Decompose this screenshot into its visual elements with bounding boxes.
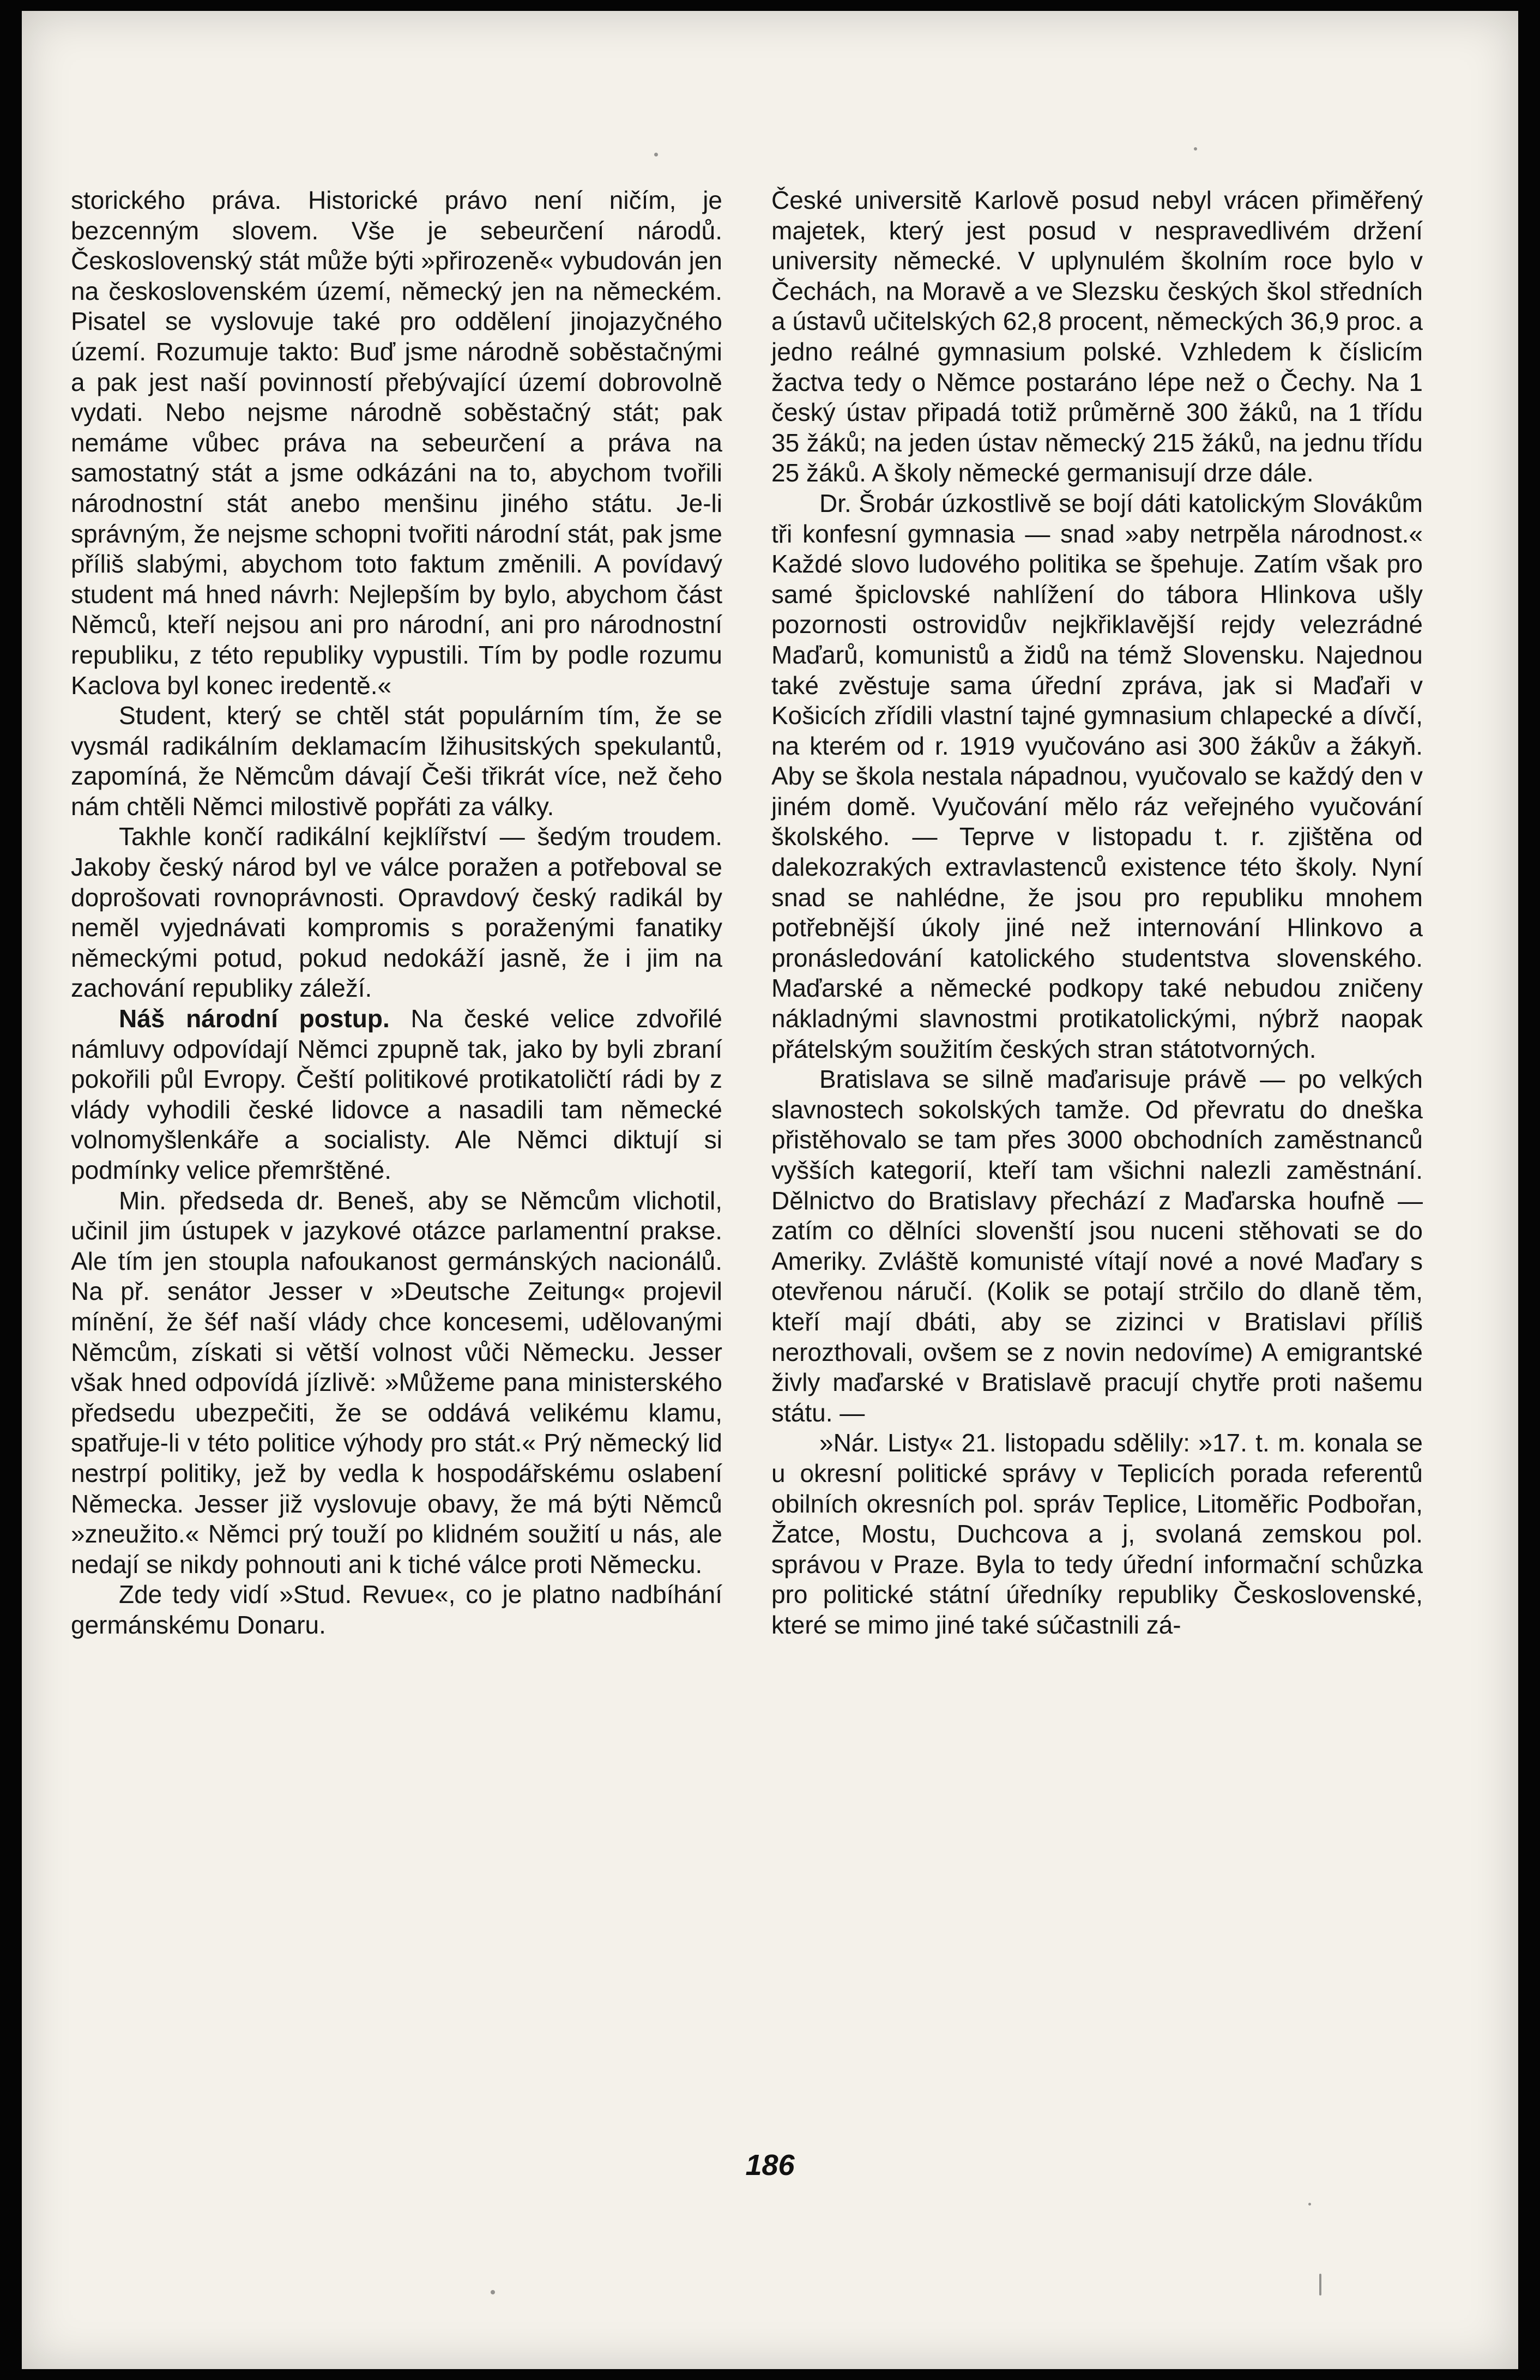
print-speck — [1308, 2203, 1311, 2206]
print-speck — [1194, 147, 1197, 150]
right-column — [771, 185, 1423, 1641]
paragraph: České universitě Karlově posud nebyl vrácen přiměřený majetek, který jest posud v nespravedlivém držení university německé. V uplynulém školním roce bylo v Čechách, na Moravě a ve Slezsku českých škol středních a ústavů učitelských 62,8 procent, německých 36,9 proc. a jedno reálné gymnasium polské. Vzhledem k číslicím žactva tedy o Němce postaráno lépe než o Čechy. Na 1 český ústav připadá totiž průměrně 300 žáků, na 1 třídu 35 žáků; na jeden ústav německý 215 žáků, na jednu třídu 25 žáků. A školy německé germanisují drze dále. — [771, 186, 1423, 487]
paragraph: Student, který se chtěl stát populárním tím, že se vysmál radikálním deklamacím lžihusitských spekulantů, zapomíná, že Němcům dávají Češi třikrát více, než čeho nám chtěli Němci milostivě popřáti za války. — [71, 701, 722, 821]
paragraph: »Nár. Listy« 21. listopadu sdělily: »17. t. m. konala se u okresní politické správy v Teplicích porada referentů obilních okresních pol. správ Teplice, Litoměřic Podbořan, Žatce, Mostu, Duchcova a j, svolaná zemskou pol. správou v Praze. Byla to tedy úřední informační schůzka pro politické státní úředníky republiky Československé, které se mimo jiné také súčastnili zá- — [771, 1429, 1423, 1639]
section-heading: Náš národní postup. — [119, 1004, 390, 1033]
paragraph: Min. předseda dr. Beneš, aby se Němcům vlichotil, učinil jim ústupek v jazykové otázce parlamentní prakse. Ale tím jen stoupla nafoukanost germánských nacionálů. Na př. senátor Jesser v »Deutsche Zeitung« projevil mínění, že šéf naší vlády chce koncesemi, udělovanými Němcům, získati si větší volnost vůči Německu. Jesser však hned odpovídá jízlivě: »Můžeme pana ministerského předsedu ubezpečiti, že se oddává velikému klamu, spatřuje-li v této politice výhody pro stát.« Prý německý lid nestrpí politiky, jež by vedla k hospodářskému oslabení Německa. Jesser již vyslovuje obavy, že má býti Němců »zneužito.« Němci prý touží po klidném soužití u nás, ale nedají se nikdy pohnouti ani k tiché válce proti Německu. — [71, 1186, 722, 1578]
paragraph: Bratislava se silně maďarisuje právě — po velkých slavnostech sokolských tamže. Od převratu do dneška přistěhovalo se tam přes 3000 obchodních zaměstnanců vyšších kategorií, kteří tam všichni nalezli zaměstnání. Dělnictvo do Bratislavy přechází z Maďarska houfně — zatím co dělníci slovenští jsou nuceni stěhovati se do Ameriky. Zvláště komunisté vítají nové a nové Maďary s otevřenou náručí. (Kolik se potají strčilo do dlaně těm, kteří mají dbáti, aby se zizinci v Bratislavi příliš nerozthovali, ovšem se z novin nedovíme) A emigrantské živly maďarské v Bratislavě pracují chytře proti našemu státu. — — [771, 1065, 1423, 1427]
left-column — [71, 185, 722, 1641]
print-speck — [654, 153, 658, 156]
print-speck — [491, 2290, 495, 2294]
document-page — [22, 11, 1518, 2369]
paragraph: Dr. Šrobár úzkostlivě se bojí dáti katolickým Slovákům tři konfesní gymnasia — snad »aby netrpěla národnost.« Každé slovo ludového politika se špehuje. Zatím však pro samé špiclovské nahlížení do tábora Hlinkova ušly pozornosti ostrovidův nejkřiklavější rejdy velezrádné Maďarů, komunistů a židů na témž Slovensku. Najednou také zvěstuje sama úřední zpráva, jak si Maďaři v Košicích zřídili vlastní tajné gymnasium chlapecké a dívčí, na kterém od r. 1919 vyučováno asi 300 žákův a žákyň. Aby se škola nestala nápadnou, vyučovalo se každý den v jiném domě. Vyučování mělo ráz veřejného vyučování školského. — Teprve v listopadu t. r. zjištěna od dalekozrakých extravlastenců existence této školy. Nyní snad se nahlédne, že jsou pro republiku mnohem potřebnější úkoly jiné než internování Hlinkovo a pronásledování katolického studentstva slovenského. Maďarské a německé podkopy také nebudou zničeny nákladnými slavnostmi protikatolickými, nýbrž naopak přátelským soužitím českých stran státotvorných. — [771, 489, 1423, 1063]
paragraph: Zde tedy vidí »Stud. Revue«, co je platno nadbíhání germánskému Donaru. — [71, 1580, 722, 1639]
print-speck — [1319, 2274, 1321, 2295]
paragraph: storického práva. Historické právo není ničím, je bezcenným slovem. Vše je sebeurčení národů. Československý stát může býti »přirozeně« vybudován jen na československém území, německý jen na německém. Pisatel se vyslovuje také pro oddělení jinojazyčného území. Rozumuje takto: Buď jsme národně soběstačnými a pak jest naší povinností přebývající území dobrovolně vydati. Nebo nejsme národně soběstačný stát; pak nemáme vůbec práva na sebeurčení a práva na samostatný stát a jsme odkázáni na to, abychom tvořili národnostní stát anebo menšinu jiného státu. Je-li správným, že nejsme schopni tvořiti národní stát, pak jsme příliš slabými, abychom toto faktum změnili. A povídavý student má hned návrh: Nejlepším by bylo, abychom část Němců, kteří nejsou ani pro národní, ani pro národnostní republiku, z této republiky vypustili. Tím by podle rozumu Kaclova byl konec iredentě.« — [71, 186, 722, 700]
paragraph-text: Na české velice zdvořilé námluvy odpovídají Němci zpupně tak, jako by byli zbraní pokořili půl Evropy. Čeští politikové protikatoličtí rádi by z vlády vyhodili české lidovce a nasadili tam německé volnomyšlenkáře a socialisty. Ale Němci diktují si podmínky velice přemrštěné. — [71, 1004, 722, 1184]
paragraph: Takhle končí radikální kejklířství — šedým troudem. Jakoby český národ byl ve válce poražen a potřeboval se doprošovati rovnoprávnosti. Opravdový český radikál by neměl vyjednávati kompromis s poraženými fanatiky německými potud, pokud nedokáží jasně, že i jim na zachování republiky záleží. — [71, 822, 722, 1003]
page-number: 186 — [745, 2149, 795, 2182]
paragraph — [71, 1004, 722, 1186]
